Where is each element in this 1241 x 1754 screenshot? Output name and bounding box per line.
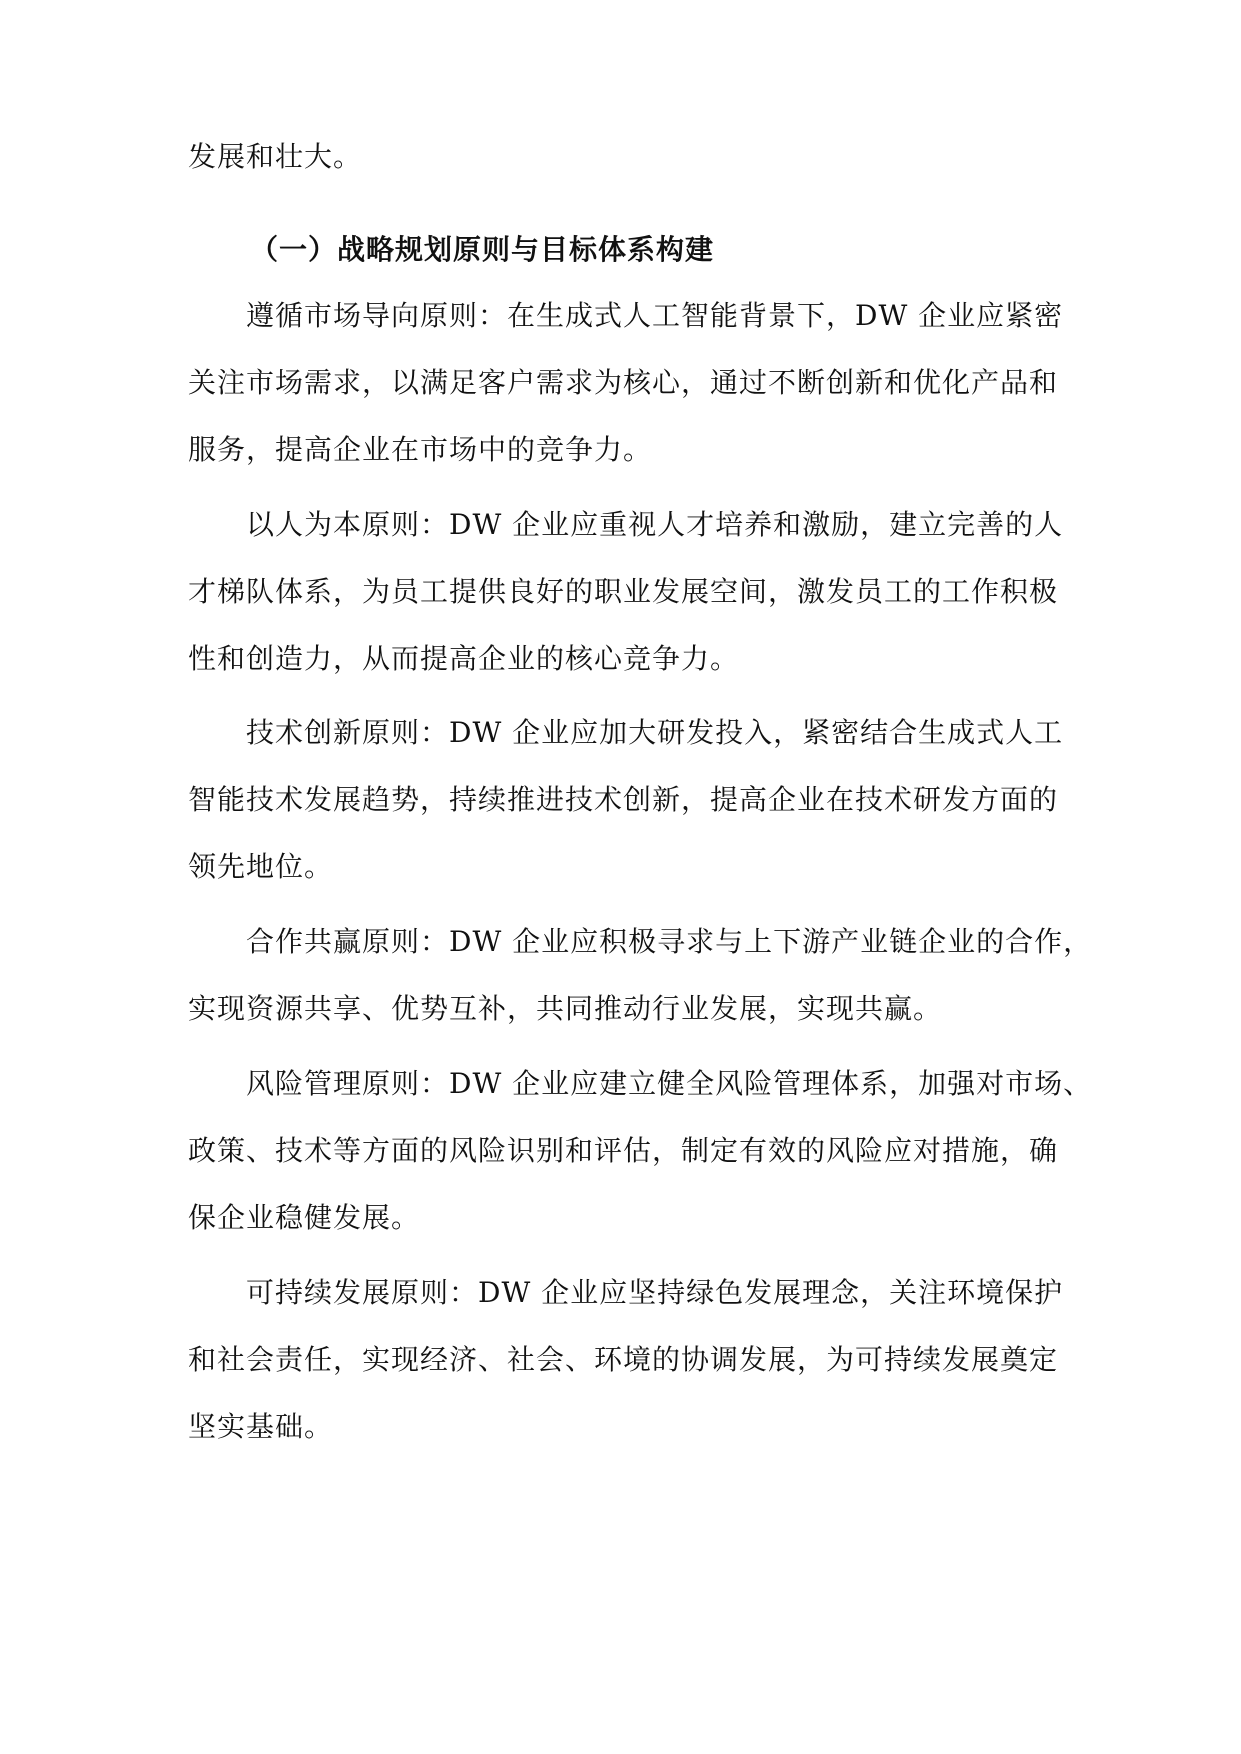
paragraph-tech-line-2: 智能技术发展趋势，持续推进技术创新，提高企业在技术研发方面的	[188, 783, 1059, 816]
paragraph-cooperation-line-2: 实现资源共享、优势互补，共同推动行业发展，实现共赢。	[188, 992, 943, 1025]
paragraph-market-line-2: 关注市场需求，以满足客户需求为核心，通过不断创新和优化产品和	[188, 366, 1059, 399]
paragraph-sustainability-line-1: 可持续发展原则：DW 企业应坚持绿色发展理念，关注环境保护	[246, 1276, 1064, 1309]
text-line-continuation: 发展和壮大。	[188, 140, 363, 173]
paragraph-market-line-3: 服务，提高企业在市场中的竞争力。	[188, 433, 653, 466]
paragraph-risk-line-2: 政策、技术等方面的风险识别和评估，制定有效的风险应对措施，确	[188, 1134, 1059, 1167]
paragraph-tech-line-3: 领先地位。	[188, 850, 334, 883]
paragraph-risk-line-3: 保企业稳健发展。	[188, 1201, 421, 1234]
paragraph-sustainability-line-2: 和社会责任，实现经济、社会、环境的协调发展，为可持续发展奠定	[188, 1343, 1059, 1376]
paragraph-people-line-3: 性和创造力，从而提高企业的核心竞争力。	[188, 642, 740, 675]
paragraph-people-line-2: 才梯队体系，为员工提供良好的职业发展空间，激发员工的工作积极	[188, 575, 1059, 608]
paragraph-sustainability-line-3: 坚实基础。	[188, 1410, 334, 1443]
paragraph-people-line-1: 以人为本原则：DW 企业应重视人才培养和激励，建立完善的人	[246, 508, 1064, 541]
paragraph-risk-line-1: 风险管理原则：DW 企业应建立健全风险管理体系，加强对市场、	[246, 1067, 1093, 1100]
section-heading: （一）战略规划原则与目标体系构建	[250, 233, 715, 266]
paragraph-market-line-1: 遵循市场导向原则：在生成式人工智能背景下，DW 企业应紧密	[246, 299, 1064, 332]
paragraph-tech-line-1: 技术创新原则：DW 企业应加大研发投入，紧密结合生成式人工	[246, 716, 1064, 749]
paragraph-cooperation-line-1: 合作共赢原则：DW 企业应积极寻求与上下游产业链企业的合作，	[246, 925, 1093, 958]
